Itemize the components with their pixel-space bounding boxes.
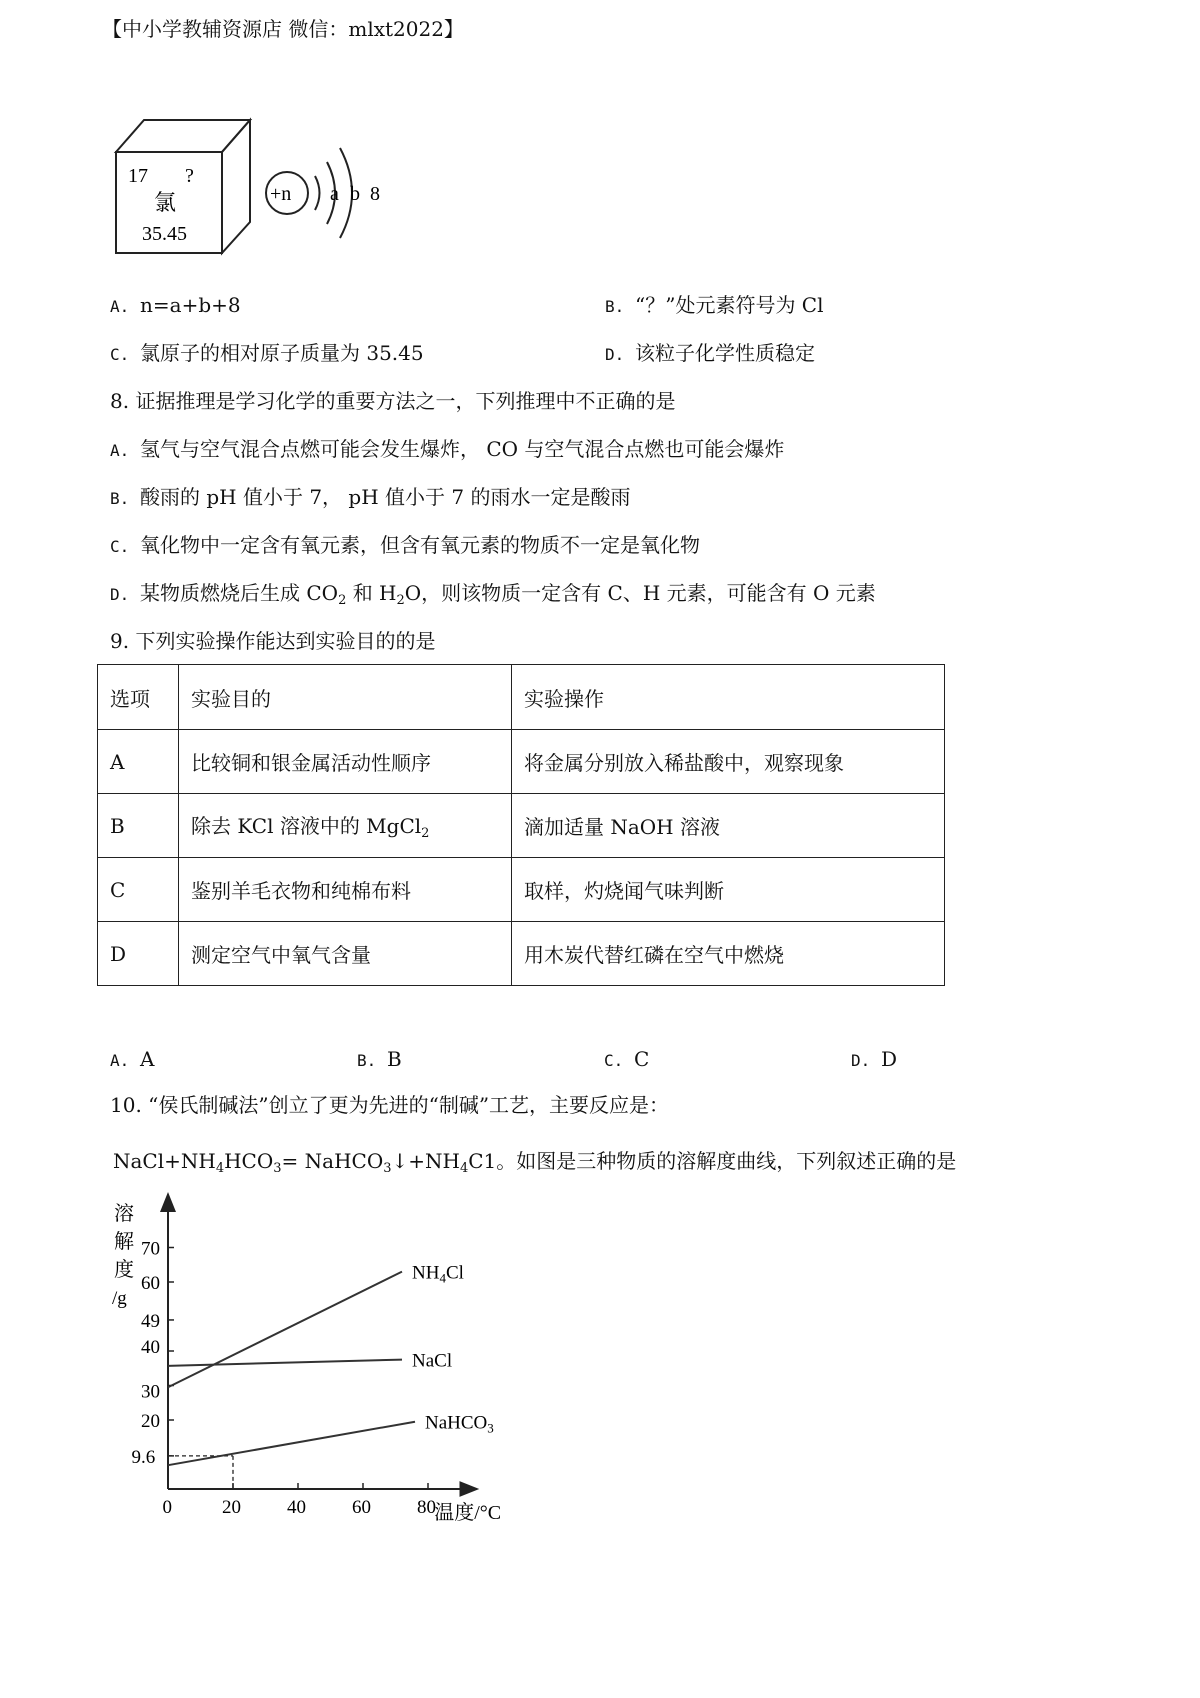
table-row [98, 794, 945, 858]
cell-operation: 用木炭代替红磷在空气中燃烧 [512, 922, 945, 986]
x-tick-label: 0 [162, 1497, 172, 1518]
experiment-table [97, 664, 945, 986]
header-goal: 实验目的 [179, 665, 512, 730]
y-tick-label: 20 [141, 1411, 160, 1432]
shell-label-b: b [350, 183, 360, 205]
y-label-char-4: /g [112, 1288, 127, 1309]
shell-label-8: 8 [370, 183, 380, 205]
series-label: $NH_4Cl$ [412, 1262, 464, 1286]
q10-equation: $NaCl+NH_4HCO_3=$ $NaHCO_3↓+NH_4C1$。如图是三种物质的溶解度曲线，下列叙述正确的是 [113, 1149, 957, 1176]
series-label: NaCl [412, 1350, 453, 1372]
series-line [168, 1360, 402, 1366]
cell-operation: 将金属分别放入稀盐酸中，观察现象 [512, 730, 945, 794]
q7-option-d[interactable]: D. 该粒子化学性质稳定 [605, 341, 815, 365]
y-tick-label: 30 [141, 1381, 160, 1403]
q7-option-a[interactable]: A. n=a+b+8 [110, 293, 241, 317]
y-label-char-1: 溶 [114, 1203, 134, 1225]
table-header-row [98, 665, 945, 730]
y-label-char-3: 度 [114, 1259, 134, 1281]
atomic-number: 17 [128, 165, 148, 187]
cell-operation: 滴加适量 NaOH 溶液 [512, 794, 945, 858]
element-symbol: ? [185, 165, 194, 187]
cube-top [116, 120, 250, 152]
cell-goal: 比较铜和银金属活动性顺序 [179, 730, 512, 794]
q8-option-a[interactable]: A. 氢气与空气混合点燃可能会发生爆炸， CO 与空气混合点燃也可能会爆炸 [110, 437, 785, 461]
cell-option: B [98, 794, 179, 858]
cell-option: A [98, 730, 179, 794]
x-tick-label: 20 [222, 1497, 241, 1518]
q9-option-c[interactable]: C. C [604, 1047, 650, 1071]
nucleus-label: +n [270, 183, 292, 205]
header-operation: 实验操作 [512, 665, 945, 730]
cell-goal: 测定空气中氧气含量 [179, 922, 512, 986]
y-tick-label: 49 [141, 1310, 160, 1332]
table-row [98, 922, 945, 986]
x-axis-label: 温度/°C [434, 1502, 502, 1524]
q9-option-d[interactable]: D. D [851, 1047, 898, 1071]
y-tick-label: 40 [141, 1337, 160, 1358]
q8-option-c[interactable]: C. 氧化物中一定含有氧元素，但含有氧元素的物质不一定是氧化物 [110, 533, 700, 557]
x-tick-label: 40 [287, 1497, 306, 1518]
q8-option-d[interactable]: D. 某物质燃烧后生成 $CO_2$ 和 $H_2O$，则该物质一定含有 C、H 元素，可能含有 O 元素 [110, 581, 876, 608]
x-tick-label: 80 [417, 1497, 436, 1518]
table-row [98, 858, 945, 922]
cube-side [222, 120, 250, 253]
cell-goal: 除去 KCl 溶液中的 MgCl$_2$ [179, 794, 512, 858]
element-name: 氯 [154, 190, 177, 215]
element-diagram [100, 110, 400, 265]
series-line [168, 1272, 402, 1388]
y-tick-label: 9.6 [131, 1446, 156, 1468]
q7-option-c[interactable]: C. 氯原子的相对原子质量为 35.45 [110, 341, 424, 365]
q7-option-b[interactable]: B. “？”处元素符号为 Cl [605, 293, 824, 317]
cell-option: C [98, 858, 179, 922]
cell-operation: 取样，灼烧闻气味判断 [512, 858, 945, 922]
solubility-chart [100, 1190, 560, 1530]
q8-option-b[interactable]: B. 酸雨的 pH 值小于 7， pH 值小于 7 的雨水一定是酸雨 [110, 485, 631, 509]
q9-option-b[interactable]: B. B [357, 1047, 402, 1071]
header-option: 选项 [98, 665, 179, 730]
series-line [168, 1422, 415, 1465]
y-tick-label: 60 [141, 1273, 160, 1294]
q10-stem: 10. “侯氏制碱法”创立了更为先进的“制碱”工艺，主要反应是： [110, 1093, 670, 1117]
series-label: NaHCO$_3$ [425, 1412, 494, 1436]
atomic-mass: 35.45 [142, 223, 187, 245]
table-row [98, 730, 945, 794]
y-label-char-2: 解 [114, 1231, 134, 1253]
q9-option-a[interactable]: A. A [110, 1047, 155, 1071]
shell-arc-1 [315, 176, 320, 210]
q9-stem: 9. 下列实验操作能达到实验目的的是 [110, 629, 436, 653]
q8-stem: 8. 证据推理是学习化学的重要方法之一，下列推理中不正确的是 [110, 389, 676, 413]
shell-label-a: a [330, 183, 339, 205]
cell-option: D [98, 922, 179, 986]
cell-goal: 鉴别羊毛衣物和纯棉布料 [179, 858, 512, 922]
x-tick-label: 60 [352, 1497, 371, 1518]
watermark: 【中小学教辅资源店 微信：mlxt2022】 [102, 17, 464, 41]
y-tick-label: 70 [141, 1238, 160, 1260]
